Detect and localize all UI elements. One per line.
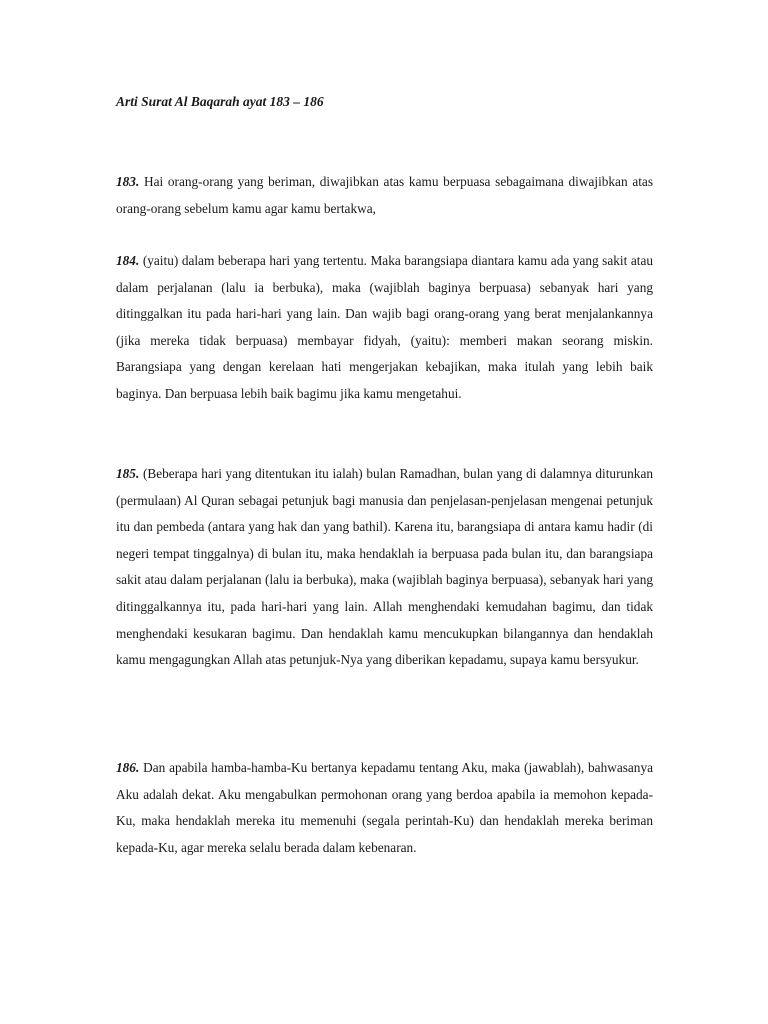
verse-186: [116, 755, 653, 861]
verse-number: 185.: [116, 466, 140, 481]
verse-number: 186.: [116, 760, 140, 775]
verse-text: Hai orang-orang yang beriman, diwajibkan atas kamu berpuasa sebagaimana diwajibkan atas orang-orang sebelum kamu agar kamu bertakwa,: [116, 174, 653, 216]
document-title: Arti Surat Al Baqarah ayat 183 – 186: [116, 94, 324, 109]
verse-number: 183.: [116, 174, 140, 189]
verse-184: [116, 248, 653, 408]
verse-185: [116, 461, 653, 674]
verse-183: [116, 169, 653, 222]
verse-text: Dan apabila hamba-hamba-Ku bertanya kepadamu tentang Aku, maka (jawablah), bahwasanya Aku adalah dekat. Aku mengabulkan permohonan orang yang berdoa apabila ia memohon kepada-Ku, maka hendaklah mereka itu memenuhi (segala perintah-Ku) dan hendaklah mereka beriman kepada-Ku, agar mereka selalu berada dalam kebenaran.: [116, 760, 653, 855]
verse-text: (yaitu) dalam beberapa hari yang tertentu. Maka barangsiapa diantara kamu ada yang sakit atau dalam perjalanan (lalu ia berbuka), maka (wajiblah baginya berpuasa) sebanyak hari yang ditinggalkan itu pada hari-hari yang lain. Dan wajib bagi orang-orang yang berat menjalankannya (jika mereka tidak berpuasa) membayar fidyah, (yaitu): memberi makan seorang miskin. Barangsiapa yang dengan kerelaan hati mengerjakan kebajikan, maka itulah yang lebih baik baginya. Dan berpuasa lebih baik bagimu jika kamu mengetahui.: [116, 253, 653, 401]
verse-text: (Beberapa hari yang ditentukan itu ialah) bulan Ramadhan, bulan yang di dalamnya diturunkan (permulaan) Al Quran sebagai petunjuk bagi manusia dan penjelasan-penjelasan mengenai petunjuk itu dan pembeda (antara yang hak dan yang bathil). Karena itu, barangsiapa di antara kamu hadir (di negeri tempat tinggalnya) di bulan itu, maka hendaklah ia berpuasa pada bulan itu, dan barangsiapa sakit atau dalam perjalanan (lalu ia berbuka), maka (wajiblah baginya berpuasa), sebanyak hari yang ditinggalkannya itu, pada hari-hari yang lain. Allah menghendaki kemudahan bagimu, dan tidak menghendaki kesukaran bagimu. Dan hendaklah kamu mencukupkan bilangannya dan hendaklah kamu mengagungkan Allah atas petunjuk-Nya yang diberikan kepadamu, supaya kamu bersyukur.: [116, 466, 654, 668]
verse-number: 184.: [116, 253, 140, 268]
